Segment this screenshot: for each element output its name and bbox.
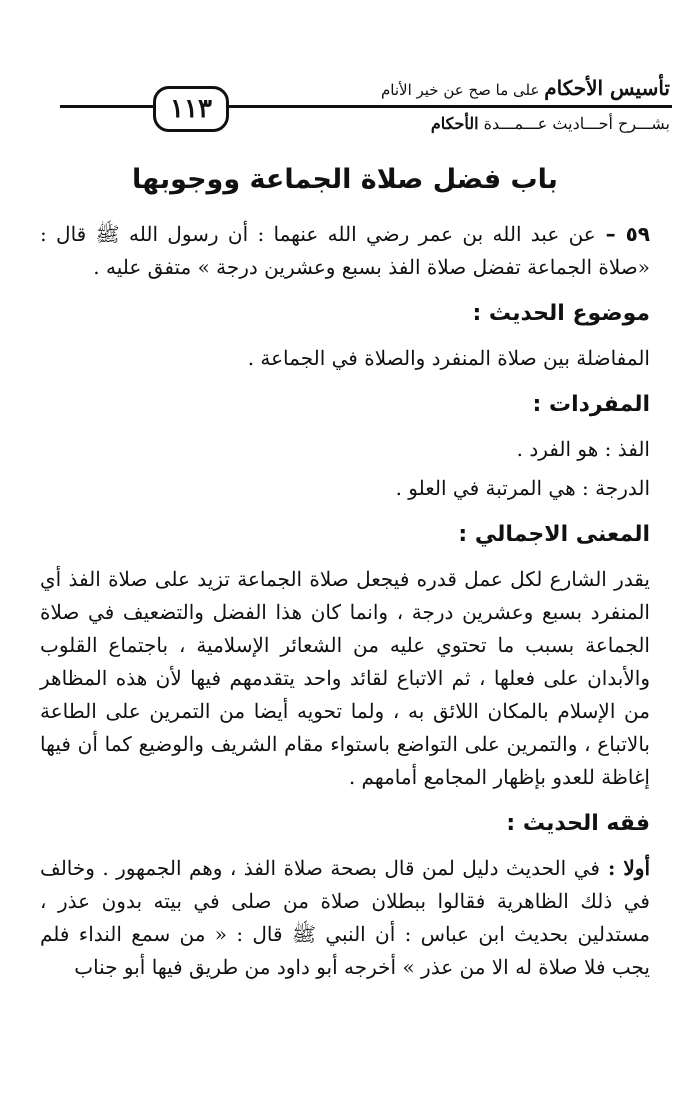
running-header [0, 0, 698, 150]
page-number: ١١٣ [153, 86, 229, 132]
vocabulary-heading: المفردات : [532, 392, 650, 417]
subtitle-bold: الأحكام [430, 114, 479, 133]
vocabulary-item: الفذ : هو الفرد . [516, 437, 650, 461]
general-meaning-text: يقدر الشارع لكل عمل قدره فيجعل صلاة الجماعة تزيد على صلاة الفذ أي المنفرد بسبع وعشرين درجة ، وانما كان هذا الفضل والتضعيف في صلاة الجماعة بسبب ما تحتوي عليه من الشعائر الإسلامية ، باجتماع القلوب والأبدان على فعلها ، ثم الاتباع لقائد واحد يتقدمهم فيها لأن هذه المظاهر من الإسلام بالمكان اللائق به ، ولما تحويه أيضا من التمرين على الطاعة بالاتباع ، والتمرين على التواضع باستواء مقام الشريف والوضيع كما أن فيها إغاظة للعدو بإظهار المجامع أمامهم . [40, 567, 650, 789]
hadith-number: ٥٩ – [595, 222, 650, 246]
subtitle-prefix: بشـــرح أحـــاديث عـــمـــدة [478, 114, 670, 133]
header-rule-left [60, 105, 153, 108]
hadith-body: عن عبد الله بن عمر رضي الله عنهما : أن رسول الله ﷺ قال : «صلاة الجماعة تفضل صلاة الفذ بسبع وعشرين درجة » متفق عليه . [40, 222, 650, 279]
fiqh-body: في الحديث دليل لمن قال بصحة صلاة الفذ ، وهم الجمهور . وخالف في ذلك الظاهرية فقالوا ببطلان صلاة من صلى في بيته بدون عذر ، مستدلين بحديث ابن عباس : أن النبي ﷺ قال : « من سمع النداء فلم يجب فلا صلاة له الا من عذر » أخرجه أبو داود من طريق فيها أبو جناب [40, 856, 650, 979]
general-meaning-heading: المعنى الاجمالي : [458, 522, 650, 547]
fiqh-text [40, 852, 650, 984]
hadith-text [40, 218, 650, 284]
book-title-bold: تأسيس الأحكام [544, 76, 670, 100]
topic-heading: موضوع الحديث : [472, 301, 650, 326]
book-subtitle [431, 114, 670, 133]
chapter-title: باب فضل صلاة الجماعة ووجوبها [132, 164, 558, 195]
vocabulary-item: الدرجة : هي المرتبة في العلو . [395, 476, 650, 500]
fiqh-lead: أولا : [599, 856, 650, 880]
book-title [381, 76, 670, 100]
topic-text: المفاضلة بين صلاة المنفرد والصلاة في الجماعة . [247, 346, 650, 370]
book-title-rest: على ما صح عن خير الأنام [380, 81, 545, 99]
page-content [40, 160, 650, 984]
fiqh-heading: فقه الحديث : [506, 811, 650, 836]
header-rule-right [226, 105, 672, 108]
